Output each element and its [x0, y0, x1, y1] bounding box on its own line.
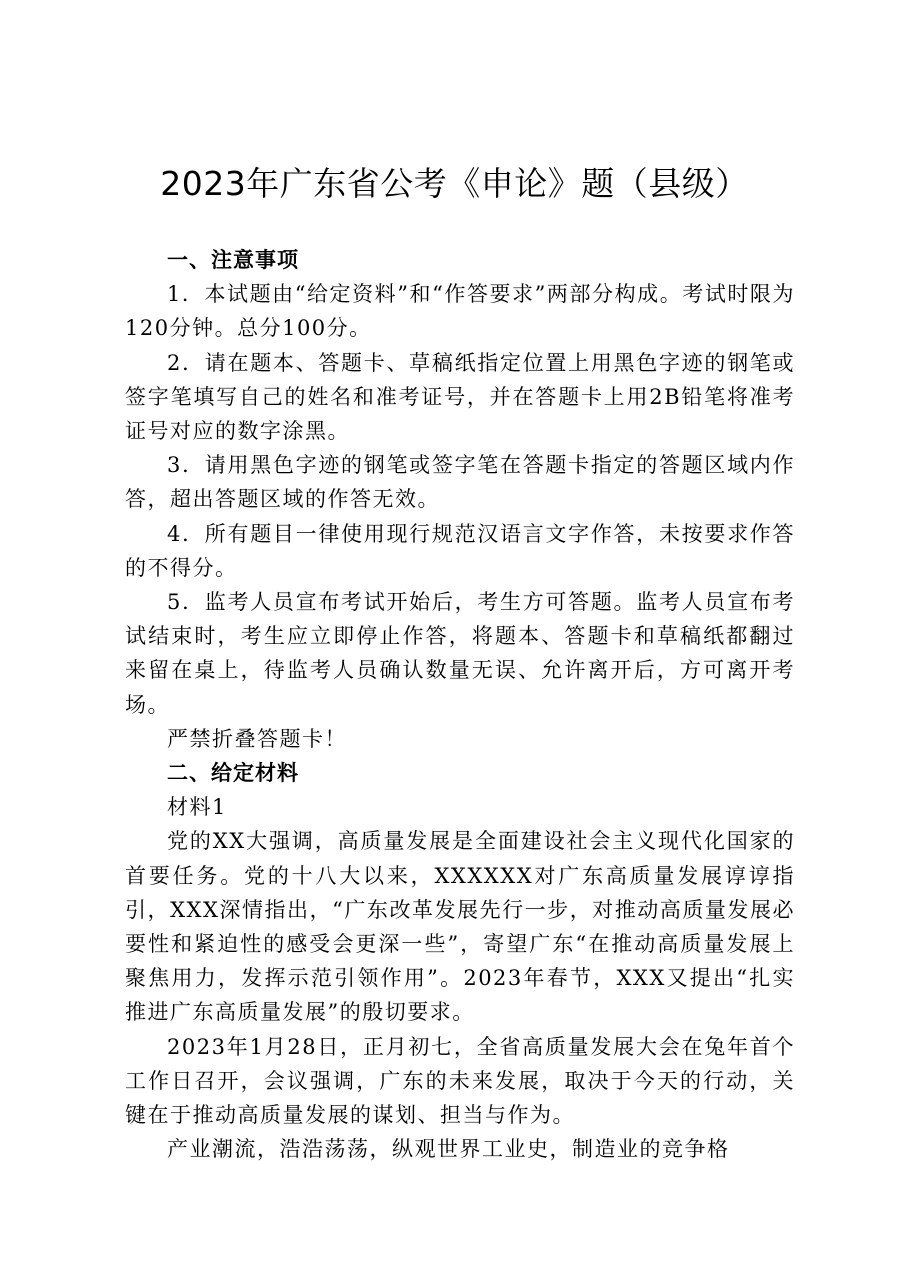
- material-1-paragraph-1: 党的XX大强调，高质量发展是全面建设社会主义现代化国家的首要任务。党的十八大以来，XXXXXX对广东高质量发展谆谆指引，XXX深情指出，“广东改革发展先行一步，对推动高质量发展必要性和紧迫性的感受会更深一些”，寄望广东“在推动高质量发展上聚焦用力，发挥示范引领作用”。2023年春节，XXX又提出“扎实推进广东高质量发展”的殷切要求。: [125, 829, 795, 1025]
- material-1-paragraph-2: 2023年1月28日，正月初七，全省高质量发展大会在兔年首个工作日召开，会议强调，广东的未来发展，取决于今天的行动，关键在于推动高质量发展的谋划、担当与作为。: [125, 1034, 795, 1128]
- material-1-label: 材料1: [167, 795, 227, 820]
- notice-item-4: 4．所有题目一律使用现行规范汉语言文字作答，未按要求作答的不得分。: [125, 521, 795, 580]
- notice-item-3: 3．请用黑色字迹的钢笔或签字笔在答题卡指定的答题区域内作答，超出答题区域的作答无效。: [125, 453, 795, 512]
- section-heading-notice: 一、注意事项: [167, 248, 299, 272]
- page-title: 2023年广东省公考《申论》题（县级）: [160, 164, 749, 203]
- material-1-paragraph-3: 产业潮流，浩浩荡荡，纵观世界工业史，制造业的竞争格: [167, 1137, 730, 1162]
- document-body: [125, 243, 795, 1166]
- notice-item-1: 1．本试题由“给定资料”和“作答要求”两部分构成。考试时限为120分钟。总分100分。: [125, 282, 795, 341]
- section-heading-materials: 二、给定材料: [167, 761, 299, 786]
- notice-item-2: 2．请在题本、答题卡、草稿纸指定位置上用黑色字迹的钢笔或签字笔填写自己的姓名和准考证号，并在答题卡上用2B铅笔将准考证号对应的数字涂黑。: [125, 350, 795, 444]
- notice-item-5: 5．监考人员宣布考试开始后，考生方可答题。监考人员宣布考试结束时，考生应立即停止作答，将题本、答题卡和草稿纸都翻过来留在桌上，待监考人员确认数量无误、允许离开后，方可离开考场。: [125, 590, 795, 717]
- notice-warning: 严禁折叠答题卡！: [167, 726, 347, 751]
